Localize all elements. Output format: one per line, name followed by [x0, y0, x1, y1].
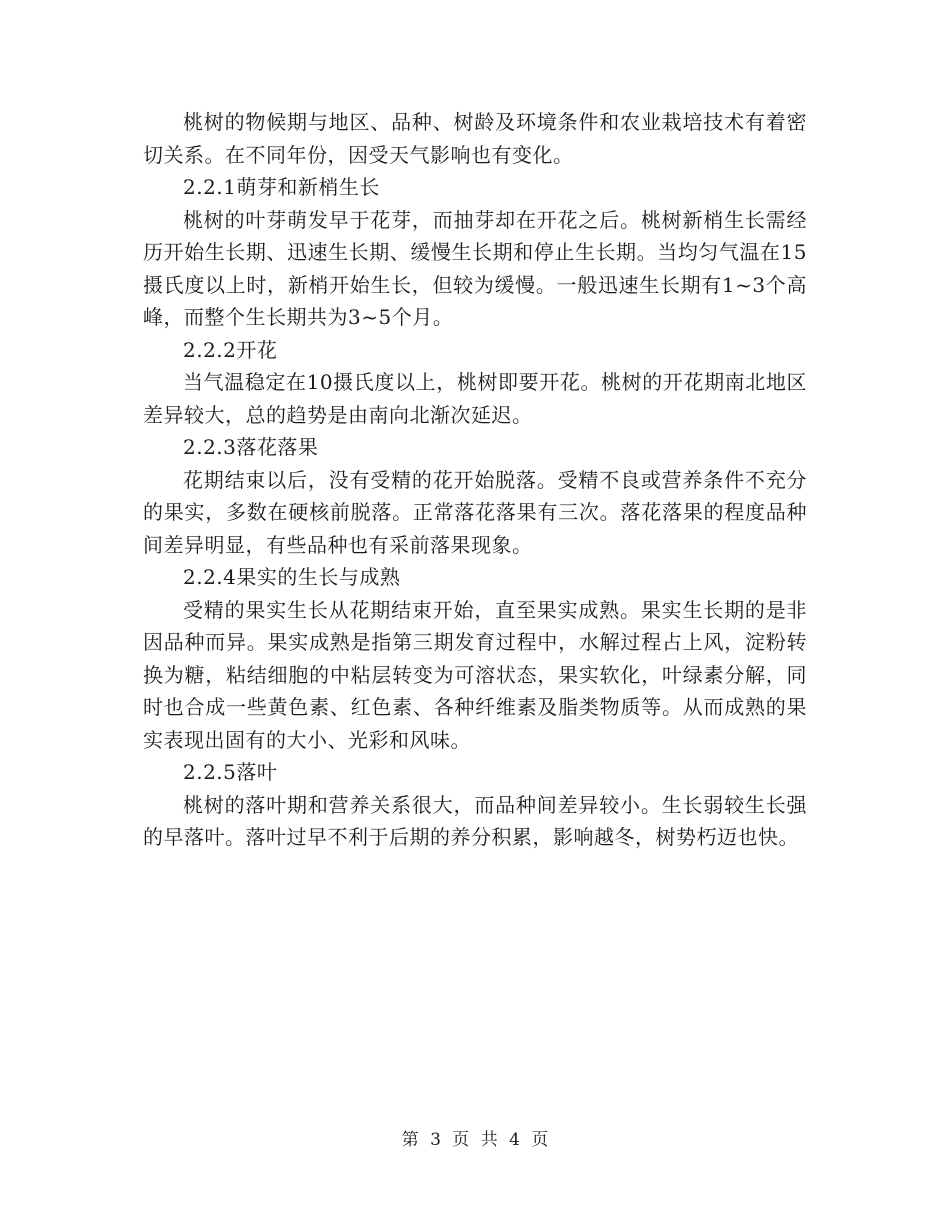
paragraph-fruit-drop: 花期结束以后，没有受精的花开始脱落。受精不良或营养条件不充分的果实，多数在硬核前脱落。正常落花落果有三次。落花落果的程度品种间差异明显，有些品种也有采前落果现象。 — [143, 467, 807, 557]
paragraph-intro: 桃树的物候期与地区、品种、树龄及环境条件和农业栽培技术有着密切关系。在不同年份，因受天气影响也有变化。 — [143, 110, 807, 167]
paragraph-flowering: 当气温稳定在10摄氏度以上，桃树即要开花。桃树的开花期南北地区差异较大，总的趋势是由南向北渐次延迟。 — [143, 370, 807, 427]
document-body — [143, 106, 807, 854]
paragraph-sprouting: 桃树的叶芽萌发早于花芽，而抽芽却在开花之后。桃树新梢生长需经历开始生长期、迅速生长期、缓慢生长期和停止生长期。当均匀气温在15摄氏度以上时，新梢开始生长，但较为缓慢。一般迅速生长期有1~3个高峰，而整个生长期共为3~5个月。 — [143, 207, 807, 329]
section-heading-fruit-growth: 2.2.4果实的生长与成熟 — [183, 565, 401, 589]
page-footer: 第 3 页 共 4 页 — [401, 1130, 549, 1150]
section-heading-fruit-drop: 2.2.3落花落果 — [183, 435, 319, 459]
paragraph-leaf-fall: 桃树的落叶期和营养关系很大，而品种间差异较小。生长弱较生长强的早落叶。落叶过早不利于后期的养分积累，影响越冬，树势朽迈也快。 — [143, 792, 807, 849]
section-heading-leaf-fall: 2.2.5落叶 — [183, 760, 278, 784]
section-heading-sprouting: 2.2.1萌芽和新梢生长 — [183, 175, 380, 199]
paragraph-fruit-growth: 受精的果实生长从花期结束开始，直至果实成熟。果实生长期的是非因品种而异。果实成熟是指第三期发育过程中，水解过程占上风，淀粉转换为糖，粘结细胞的中粘层转变为可溶状态，果实软化，叶绿素分解，同时也合成一些黄色素、红色素、各种纤维素及脂类物质等。从而成熟的果实表现出固有的大小、光彩和风味。 — [143, 597, 807, 752]
section-heading-flowering: 2.2.2开花 — [183, 337, 278, 362]
